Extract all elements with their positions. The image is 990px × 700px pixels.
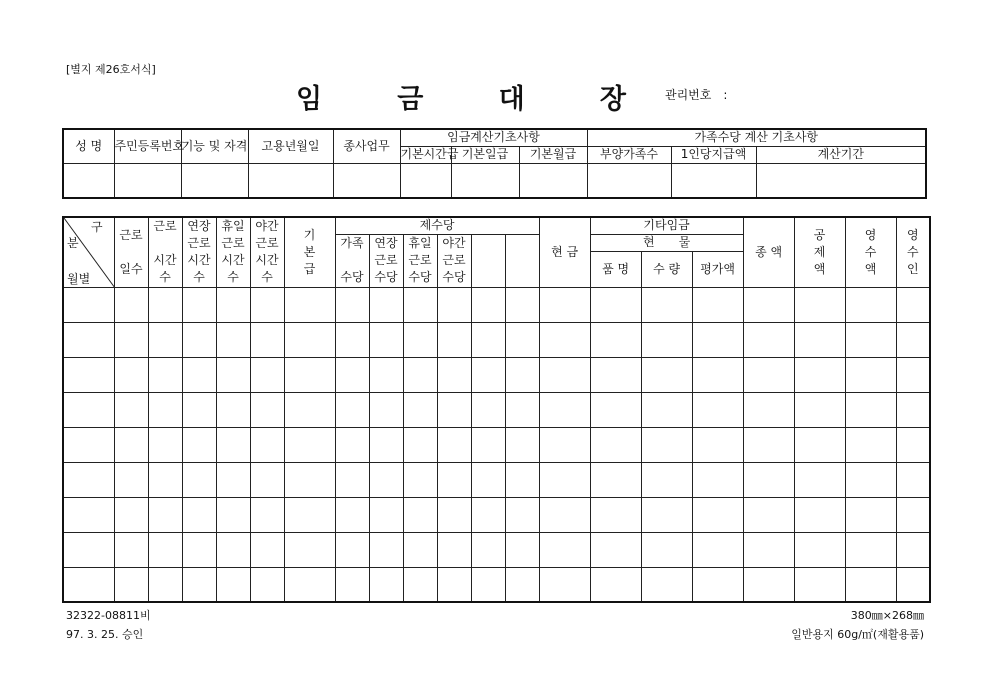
table-cell — [216, 357, 250, 392]
table-cell — [896, 357, 930, 392]
header-employment-date: 고용년월일 — [248, 129, 333, 163]
paper-type: 일반용지 60g/㎡(재활용품) — [791, 628, 924, 641]
header-holiday-allowance: 휴일 근로 수당 — [403, 234, 437, 287]
table-cell — [896, 322, 930, 357]
table-cell — [63, 532, 114, 567]
table-cell — [437, 567, 471, 602]
table-cell — [182, 392, 216, 427]
table-cell — [182, 497, 216, 532]
header-overtime-hours: 연장 근로 시간 수 — [182, 217, 216, 287]
table-cell — [250, 357, 284, 392]
table-cell — [743, 357, 794, 392]
cell — [671, 163, 756, 198]
table-cell — [216, 532, 250, 567]
header-basic-hourly: 기본시간급 — [400, 147, 459, 161]
table-cell — [590, 392, 641, 427]
table-cell — [216, 392, 250, 427]
cell — [756, 163, 926, 198]
cell — [519, 163, 587, 198]
table-cell — [794, 567, 845, 602]
header-family-allowance-basis: 가족수당 계산 기초사항 — [587, 129, 926, 146]
header-quantity: 수 량 — [641, 251, 692, 287]
table-cell — [250, 392, 284, 427]
table-cell — [250, 497, 284, 532]
table-cell — [505, 357, 539, 392]
title-char-4: 장 — [599, 83, 626, 115]
table-cell — [403, 287, 437, 322]
table-cell — [250, 567, 284, 602]
table-cell — [182, 532, 216, 567]
table-cell — [335, 357, 369, 392]
table-cell — [471, 462, 505, 497]
management-number-label: 관리번호 : — [665, 88, 728, 102]
table-row — [63, 392, 930, 427]
table-cell — [692, 322, 743, 357]
table-cell — [896, 532, 930, 567]
header-blank-allowance-1 — [471, 234, 505, 287]
table-cell — [284, 532, 335, 567]
table-cell — [590, 462, 641, 497]
table-cell — [216, 497, 250, 532]
table-cell — [505, 567, 539, 602]
header-basic-daily: 기본일급 — [451, 146, 519, 163]
table-cell — [284, 287, 335, 322]
table-row — [63, 357, 930, 392]
table-cell — [845, 497, 896, 532]
header-other-wages: 기타임금 — [590, 217, 743, 234]
table-cell — [896, 567, 930, 602]
table-cell — [641, 392, 692, 427]
table-cell — [182, 427, 216, 462]
table-cell — [692, 392, 743, 427]
table-cell — [692, 497, 743, 532]
table-cell — [369, 462, 403, 497]
table-cell — [403, 357, 437, 392]
header-overtime-allowance: 연장 근로 수당 — [369, 234, 403, 287]
table-cell — [403, 567, 437, 602]
table-cell — [114, 392, 148, 427]
header-family-allowance: 가족 수당 — [335, 234, 369, 287]
table-cell — [845, 322, 896, 357]
header-dependents: 부양가족수 — [587, 146, 671, 163]
table-cell — [335, 322, 369, 357]
table-cell — [182, 322, 216, 357]
header-resident-number: 주민등록번호 — [114, 129, 181, 163]
table-cell — [284, 462, 335, 497]
table-cell — [641, 322, 692, 357]
table-row — [63, 287, 930, 322]
table-cell — [794, 427, 845, 462]
table-cell — [539, 567, 590, 602]
paper-size: 380㎜×268㎜ — [850, 609, 924, 622]
table-cell — [505, 462, 539, 497]
table-cell — [250, 427, 284, 462]
table-cell — [114, 497, 148, 532]
header-base-pay: 기 본 급 — [284, 217, 335, 287]
table-cell — [437, 392, 471, 427]
table-cell — [471, 532, 505, 567]
header-deduction: 공 제 액 — [794, 217, 845, 287]
table-row — [63, 322, 930, 357]
table-cell — [539, 427, 590, 462]
table-cell — [539, 322, 590, 357]
table-cell — [182, 287, 216, 322]
table-cell — [692, 357, 743, 392]
table-cell — [148, 497, 182, 532]
table-cell — [845, 462, 896, 497]
table-cell — [250, 532, 284, 567]
table-cell — [896, 497, 930, 532]
table-cell — [641, 287, 692, 322]
table-cell — [114, 357, 148, 392]
table-cell — [896, 427, 930, 462]
table-cell — [641, 497, 692, 532]
table-cell — [539, 287, 590, 322]
table-cell — [63, 392, 114, 427]
table-cell — [403, 392, 437, 427]
table-cell — [794, 287, 845, 322]
cell — [587, 163, 671, 198]
header-night-hours: 야간 근로 시간 수 — [250, 217, 284, 287]
table-cell — [743, 287, 794, 322]
header-blank-allowance-2 — [505, 234, 539, 287]
table-cell — [369, 322, 403, 357]
table-cell — [148, 357, 182, 392]
table-cell — [216, 462, 250, 497]
table-cell — [369, 392, 403, 427]
table-cell — [471, 567, 505, 602]
table-cell — [63, 357, 114, 392]
table-cell — [743, 532, 794, 567]
table-cell — [148, 462, 182, 497]
table-cell — [641, 567, 692, 602]
table-cell — [845, 357, 896, 392]
table-cell — [335, 497, 369, 532]
table-cell — [437, 462, 471, 497]
table-cell — [284, 357, 335, 392]
table-cell — [794, 532, 845, 567]
header-receipt-seal: 영 수 인 — [896, 217, 930, 287]
table-cell — [250, 322, 284, 357]
table-cell — [335, 462, 369, 497]
diag-label-category: 구 — [91, 220, 103, 234]
table-cell — [845, 567, 896, 602]
table-cell — [114, 567, 148, 602]
employee-data-row — [63, 163, 926, 198]
table-cell — [114, 532, 148, 567]
diagonal-header-cell — [63, 217, 114, 287]
table-cell — [437, 532, 471, 567]
cell — [181, 163, 248, 198]
table-cell — [590, 322, 641, 357]
table-cell — [471, 322, 505, 357]
header-receipt-amount: 영 수 액 — [845, 217, 896, 287]
table-cell — [539, 497, 590, 532]
table-cell — [216, 287, 250, 322]
table-cell — [284, 427, 335, 462]
table-cell — [250, 287, 284, 322]
header-per-person-amount: 1인당지급액 — [671, 146, 756, 163]
table-cell — [539, 392, 590, 427]
table-row — [63, 567, 930, 602]
form-code: 32322-08811비 — [66, 609, 151, 622]
table-cell — [641, 357, 692, 392]
page-title — [296, 78, 626, 114]
table-cell — [403, 532, 437, 567]
header-holiday-hours: 휴일 근로 시간 수 — [216, 217, 250, 287]
table-cell — [148, 532, 182, 567]
table-cell — [284, 497, 335, 532]
table-cell — [335, 392, 369, 427]
cell — [400, 163, 451, 198]
table-cell — [284, 322, 335, 357]
cell — [333, 163, 400, 198]
table-cell — [437, 357, 471, 392]
table-cell — [590, 567, 641, 602]
table-cell — [743, 567, 794, 602]
table-cell — [845, 427, 896, 462]
table-cell — [63, 462, 114, 497]
table-cell — [845, 532, 896, 567]
table-cell — [471, 392, 505, 427]
header-calc-period: 계산기간 — [756, 146, 926, 163]
table-cell — [437, 427, 471, 462]
table-cell — [743, 497, 794, 532]
title-char-1: 임 — [296, 83, 323, 115]
table-cell — [471, 427, 505, 462]
table-cell — [590, 497, 641, 532]
table-cell — [216, 567, 250, 602]
table-cell — [148, 567, 182, 602]
table-cell — [63, 497, 114, 532]
approval-date: 97. 3. 25. 승인 — [66, 628, 144, 641]
table-cell — [743, 462, 794, 497]
diag-label-month: 월별 — [67, 272, 91, 286]
table-cell — [369, 357, 403, 392]
table-cell — [437, 497, 471, 532]
header-allowances: 제수당 — [335, 217, 539, 234]
table-cell — [692, 287, 743, 322]
table-cell — [471, 287, 505, 322]
table-cell — [182, 462, 216, 497]
header-name: 성 명 — [63, 129, 114, 163]
table-cell — [182, 567, 216, 602]
monthly-wage-table — [62, 216, 931, 603]
header-skill-qualification: 기능 및 자격 — [181, 129, 248, 163]
table-cell — [403, 427, 437, 462]
table-cell — [692, 532, 743, 567]
cell — [451, 163, 519, 198]
table-cell — [794, 462, 845, 497]
table-cell — [63, 322, 114, 357]
header-job: 종사업무 — [333, 129, 400, 163]
table-cell — [641, 427, 692, 462]
table-cell — [692, 427, 743, 462]
table-cell — [505, 427, 539, 462]
table-cell — [437, 287, 471, 322]
table-cell — [896, 462, 930, 497]
table-cell — [114, 287, 148, 322]
table-cell — [369, 427, 403, 462]
table-cell — [114, 427, 148, 462]
table-cell — [335, 567, 369, 602]
table-cell — [63, 287, 114, 322]
table-cell — [590, 427, 641, 462]
table-cell — [369, 567, 403, 602]
table-cell — [794, 497, 845, 532]
header-wage-basis: 임금계산기초사항 — [400, 129, 587, 146]
cell — [248, 163, 333, 198]
diag-label-division: 분 — [67, 236, 79, 250]
table-cell — [403, 322, 437, 357]
table-cell — [896, 287, 930, 322]
table-cell — [845, 287, 896, 322]
table-cell — [692, 462, 743, 497]
table-row — [63, 462, 930, 497]
header-in-kind: 현 물 — [590, 234, 743, 251]
table-cell — [590, 532, 641, 567]
table-cell — [437, 322, 471, 357]
header-basic-monthly: 기본월급 — [519, 146, 587, 163]
table-cell — [403, 462, 437, 497]
wage-table-body — [63, 287, 930, 602]
table-cell — [471, 357, 505, 392]
table-row — [63, 497, 930, 532]
table-cell — [335, 287, 369, 322]
table-cell — [743, 392, 794, 427]
header-item-name: 품 명 — [590, 251, 641, 287]
form-number-label: [별지 제26호서식] — [66, 63, 156, 76]
title-char-2: 금 — [397, 83, 424, 115]
table-cell — [148, 427, 182, 462]
table-cell — [63, 427, 114, 462]
table-cell — [216, 427, 250, 462]
header-cash: 현 금 — [539, 217, 590, 287]
table-cell — [216, 322, 250, 357]
table-cell — [369, 497, 403, 532]
table-cell — [641, 532, 692, 567]
table-cell — [641, 462, 692, 497]
table-cell — [369, 287, 403, 322]
table-cell — [539, 462, 590, 497]
header-work-days: 근로 일수 — [114, 217, 148, 287]
table-cell — [182, 357, 216, 392]
table-cell — [539, 532, 590, 567]
table-cell — [369, 532, 403, 567]
table-cell — [794, 392, 845, 427]
table-cell — [114, 322, 148, 357]
table-cell — [148, 287, 182, 322]
table-cell — [284, 392, 335, 427]
table-cell — [692, 567, 743, 602]
table-cell — [743, 427, 794, 462]
table-cell — [794, 357, 845, 392]
table-cell — [794, 322, 845, 357]
cell — [63, 163, 114, 198]
table-cell — [505, 322, 539, 357]
title-char-3: 대 — [498, 83, 525, 115]
table-cell — [114, 462, 148, 497]
table-cell — [896, 392, 930, 427]
table-cell — [505, 532, 539, 567]
table-cell — [403, 497, 437, 532]
table-cell — [63, 567, 114, 602]
table-cell — [335, 532, 369, 567]
table-row — [63, 532, 930, 567]
cell — [114, 163, 181, 198]
table-cell — [148, 322, 182, 357]
table-cell — [471, 497, 505, 532]
table-cell — [590, 357, 641, 392]
table-cell — [845, 392, 896, 427]
table-cell — [250, 462, 284, 497]
table-cell — [148, 392, 182, 427]
table-cell — [505, 287, 539, 322]
table-cell — [284, 567, 335, 602]
table-cell — [335, 427, 369, 462]
table-row — [63, 427, 930, 462]
table-cell — [539, 357, 590, 392]
header-work-hours: 근로 시간 수 — [148, 217, 182, 287]
header-appraised-value: 평가액 — [692, 251, 743, 287]
header-total: 종 액 — [743, 217, 794, 287]
table-cell — [590, 287, 641, 322]
table-cell — [505, 392, 539, 427]
table-cell — [743, 322, 794, 357]
employee-info-table — [62, 128, 927, 199]
table-cell — [505, 497, 539, 532]
header-night-allowance: 야간 근로 수당 — [437, 234, 471, 287]
